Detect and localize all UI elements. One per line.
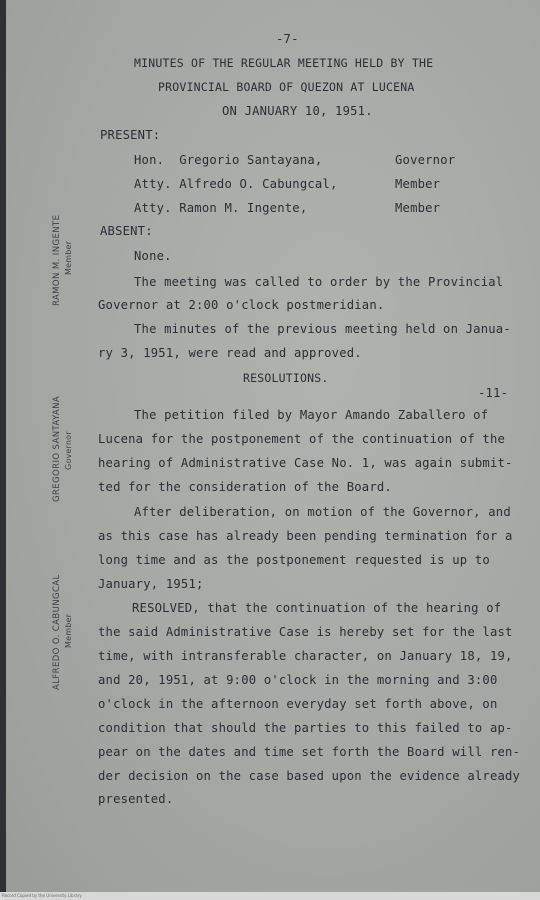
resolved-line-2: the said Administrative Case is hereby set for the last	[98, 625, 513, 639]
present-name-2: Atty. Alfredo O. Cabungcal,	[134, 177, 338, 191]
minutes-title-line-1: MINUTES OF THE REGULAR MEETING HELD BY THE	[134, 56, 434, 70]
minutes-title-line-3: ON JANUARY 10, 1951.	[222, 104, 373, 118]
resolution-number: -11-	[478, 386, 509, 400]
present-label: PRESENT:	[100, 128, 161, 142]
petition-line-1: The petition filed by Mayor Amando Zaballero of	[134, 408, 489, 422]
resolved-line-7: pear on the dates and time set forth the Board will ren-	[98, 745, 521, 759]
resolved-line-3: time, with intransferable character, on January 18, 19,	[98, 649, 513, 663]
resolved-line-8: der decision on the case based upon the evidence already	[98, 769, 521, 783]
minutes-approved-line-2: ry 3, 1951, were read and approved.	[98, 346, 362, 360]
margin-signature-santayana-role: Governor	[64, 431, 73, 470]
margin-signature-ingente-role: Member	[64, 240, 73, 275]
present-role-3: Member	[395, 201, 441, 215]
minutes-approved-line-1: The minutes of the previous meeting held on Janua-	[134, 322, 511, 336]
present-role-2: Member	[395, 177, 441, 191]
deliberation-line-4: January, 1951;	[98, 577, 204, 591]
scan-footer-note: Record Copied by the University Library	[0, 892, 540, 900]
document-page	[6, 0, 540, 892]
absent-label: ABSENT:	[100, 224, 153, 238]
call-to-order-line-2: Governor at 2:00 o'clock postmeridian.	[98, 298, 385, 312]
resolutions-heading: RESOLUTIONS.	[243, 371, 329, 385]
absent-value: None.	[134, 249, 172, 263]
margin-signature-ingente-name: RAMON M. INGENTE	[52, 214, 62, 306]
resolved-line-9: presented.	[98, 792, 174, 806]
present-role-1: Governor	[395, 153, 456, 167]
petition-line-4: ted for the consideration of the Board.	[98, 480, 392, 494]
resolved-line-5: o'clock in the afternoon everyday set forth above, on	[98, 697, 498, 711]
resolved-line-1: RESOLVED, that the continuation of the hearing of	[132, 601, 502, 615]
deliberation-line-3: long time and as the postponement requested is up to	[98, 553, 490, 567]
present-name-1: Hon. Gregorio Santayana,	[134, 153, 323, 167]
petition-line-2: Lucena for the postponement of the continuation of the	[98, 432, 506, 446]
page-number: -7-	[276, 32, 299, 46]
margin-signature-cabungcal-name: ALFREDO O. CABUNGCAL	[52, 574, 62, 690]
resolved-line-6: condition that should the parties to this failed to ap-	[98, 721, 513, 735]
margin-signature-cabungcal-role: Member	[64, 613, 73, 648]
deliberation-line-1: After deliberation, on motion of the Governor, and	[134, 505, 511, 519]
minutes-title-line-2: PROVINCIAL BOARD OF QUEZON AT LUCENA	[158, 80, 415, 94]
deliberation-line-2: as this case has already been pending termination for a	[98, 529, 513, 543]
petition-line-3: hearing of Administrative Case No. 1, was again submit-	[98, 456, 513, 470]
resolved-line-4: and 20, 1951, at 9:00 o'clock in the morning and 3:00	[98, 673, 498, 687]
present-name-3: Atty. Ramon M. Ingente,	[134, 201, 308, 215]
call-to-order-line-1: The meeting was called to order by the Provincial	[134, 275, 504, 289]
margin-signature-santayana-name: GREGORIO SANTAYANA	[52, 395, 62, 502]
